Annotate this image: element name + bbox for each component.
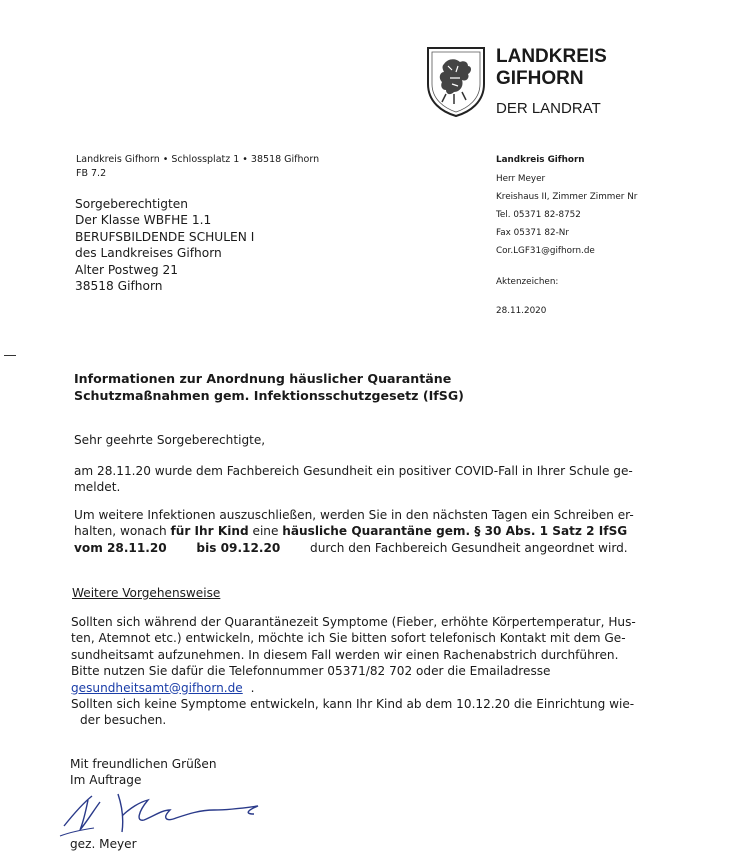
contact-fax: Fax 05371 82-Nr	[496, 228, 569, 238]
paragraph-line	[71, 680, 721, 696]
org-name-line2: GIFHORN	[496, 68, 584, 89]
letterhead	[424, 44, 724, 124]
paragraph-3	[71, 614, 721, 729]
paragraph-line: ten, Atemnot etc.) entwickeln, möchte ich Sie bitten sofort telefonisch Kontakt mit dem Ge-	[71, 631, 626, 646]
text-segment: durch den Fachbereich Gesundheit angeordnet wird.	[310, 540, 628, 555]
contact-person: Herr Meyer	[496, 174, 546, 184]
text-segment: halten, wonach	[74, 524, 167, 539]
text-segment: eine	[252, 524, 279, 539]
emphasis-quarantine: häusliche Quarantäne gem. § 30 Abs. 1 Satz 2 IfSG	[282, 524, 628, 539]
paragraph-line: Bitte nutzen Sie dafür die Telefonnummer 05371/82 702 oder die Emailadresse	[71, 664, 551, 679]
paragraph-line: der besuchen.	[80, 713, 167, 728]
emphasis-start-date: vom 28.11.20	[74, 540, 167, 555]
fold-mark	[4, 355, 16, 356]
recipient-line: BERUFSBILDENDE SCHULEN I	[75, 229, 255, 244]
salutation: Sehr geehrte Sorgeberechtigte,	[74, 433, 266, 447]
section-heading: Weitere Vorgehensweise	[72, 586, 221, 600]
recipient-address	[75, 196, 254, 294]
emphasis-child: für Ihr Kind	[170, 524, 249, 539]
contact-room: Kreishaus II, Zimmer Zimmer Nr	[496, 192, 638, 202]
contact-email[interactable]: Cor.LGF31@gifhorn.de	[496, 246, 595, 256]
paragraph-line: sundheitsamt aufzunehmen. In diesem Fall werden wir einen Rachenabstrich durchführen.	[71, 647, 619, 662]
org-name-line1: LANDKREIS	[496, 46, 607, 67]
subject-line2: Schutzmaßnahmen gem. Infektionsschutzgesetz (IfSG)	[74, 388, 464, 403]
recipient-line: Alter Postweg 21	[75, 262, 178, 277]
file-reference-label: Aktenzeichen:	[496, 277, 559, 287]
paragraph-line: meldet.	[74, 480, 121, 495]
paragraph-line: Sollten sich während der Quarantänezeit Symptome (Fieber, erhöhte Körpertemperatur, Hus-	[71, 615, 636, 629]
closing-greeting: Mit freundlichen Grüßen	[70, 757, 217, 771]
department-reference: FB 7.2	[76, 168, 107, 179]
on-behalf: Im Auftrage	[70, 773, 142, 787]
signed-by: gez. Meyer	[70, 837, 137, 851]
paragraph-2	[74, 507, 724, 556]
paragraph-line: Um weitere Infektionen auszuschließen, werden Sie in den nächsten Tagen ein Schreiben er-	[74, 508, 634, 522]
health-office-email-link[interactable]: gesundheitsamt@gifhorn.de	[71, 680, 243, 695]
paragraph-1	[74, 463, 714, 496]
recipient-line: 38518 Gifhorn	[75, 279, 163, 294]
subject-line1: Informationen zur Anordnung häuslicher Quarantäne	[74, 371, 452, 386]
text-segment: .	[250, 680, 255, 695]
paragraph-line: Sollten sich keine Symptome entwickeln, kann Ihr Kind ab dem 10.12.20 die Einrichtung wie-	[71, 697, 635, 712]
sender-line: Landkreis Gifhorn • Schlossplatz 1 • 38518 Gifhorn	[76, 154, 320, 165]
org-subtitle: DER LANDRAT	[496, 100, 601, 117]
coat-of-arms-icon	[424, 44, 488, 118]
paragraph-line	[74, 523, 724, 539]
subject	[74, 370, 464, 404]
paragraph-line: am 28.11.20 wurde dem Fachbereich Gesundheit ein positiver COVID-Fall in Ihrer Schule ge-	[74, 464, 633, 478]
recipient-line: des Landkreises Gifhorn	[75, 246, 222, 261]
paragraph-line	[74, 540, 724, 556]
emphasis-end-date: bis 09.12.20	[196, 540, 281, 555]
letter-date: 28.11.2020	[496, 306, 547, 316]
recipient-line: Der Klasse WBFHE 1.1	[75, 213, 212, 228]
recipient-line: Sorgeberechtigten	[75, 197, 189, 211]
contact-org: Landkreis Gifhorn	[496, 155, 585, 165]
contact-phone: Tel. 05371 82-8752	[496, 210, 581, 220]
org-name	[496, 46, 607, 90]
